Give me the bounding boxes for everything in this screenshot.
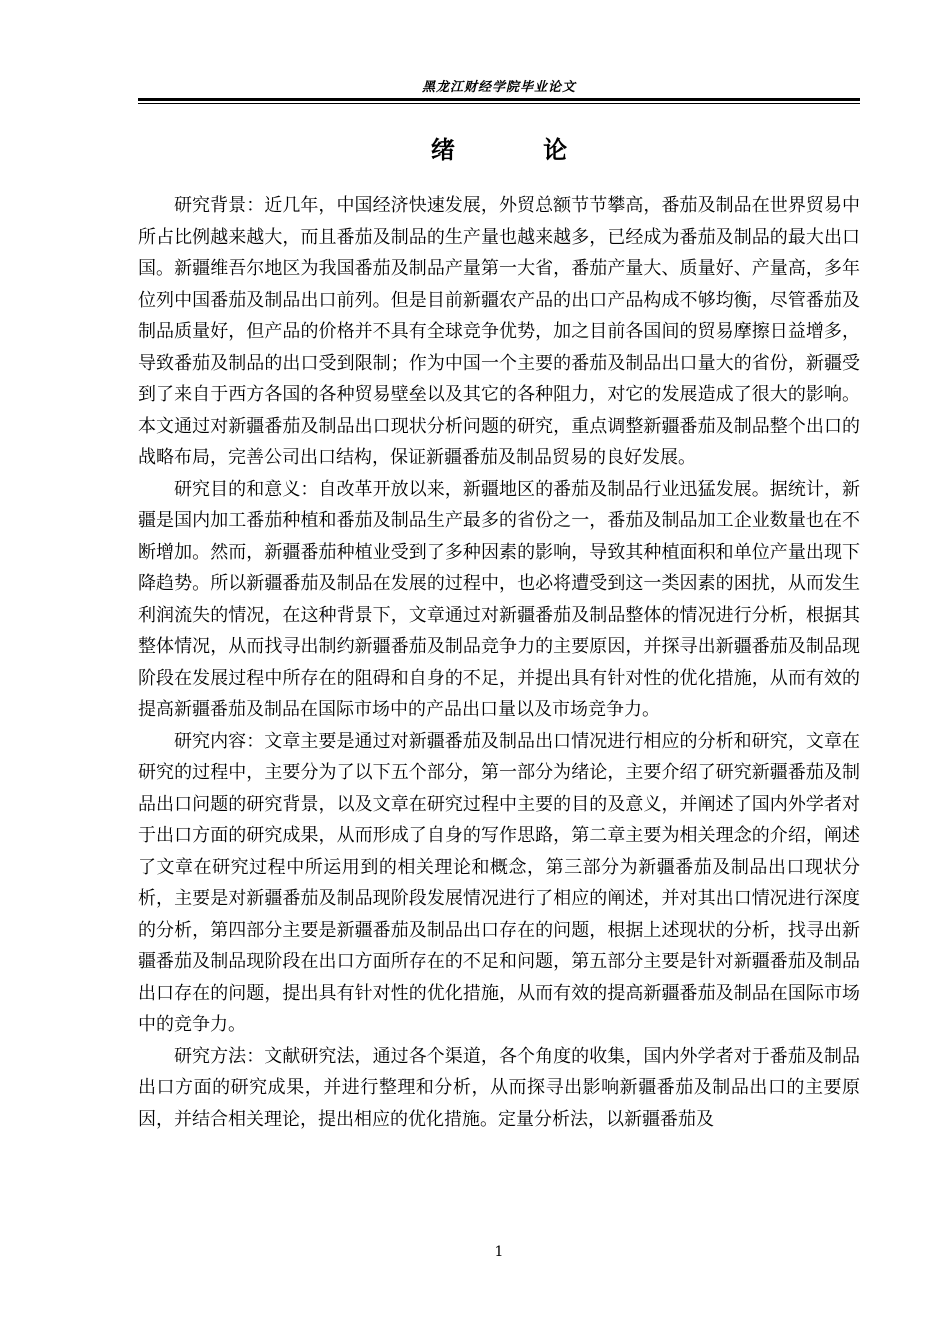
chapter-title: 绪 论 — [430, 136, 608, 164]
header-rule-thick — [138, 98, 860, 101]
paragraph-background: 研究背景：近几年，中国经济快速发展，外贸总额节节攀高，番茄及制品在世界贸易中所占比例越来越大，而且番茄及制品的生产量也越来越多，已经成为番茄及制品的最大出口国。新疆维吾尔地区为我国番茄及制品产量第一大省，番茄产量大、质量好、产量高，多年位列中国番茄及制品出口前列。但是目前新疆农产品的出口产品构成不够均衡，尽管番茄及制品质量好，但产品的价格并不具有全球竞争优势，加之目前各国间的贸易摩擦日益增多，导致番茄及制品的出口受到限制；作为中国一个主要的番茄及制品出口量大的省份，新疆受到了来自于西方各国的各种贸易壁垒以及其它的各种阻力，对它的发展造成了很大的影响。本文通过对新疆番茄及制品出口现状分析问题的研究，重点调整新疆番茄及制品整个出口的战略布局，完善公司出口结构，保证新疆番茄及制品贸易的良好发展。 — [138, 195, 860, 468]
paragraph-content: 研究内容：文章主要是通过对新疆番茄及制品出口情况进行相应的分析和研究，文章在研究的过程中，主要分为了以下五个部分，第一部分为绪论，主要介绍了研究新疆番茄及制品出口问题的研究背景，以及文章在研究过程中主要的目的及意义，并阐述了国内外学者对于出口方面的研究成果，从而形成了自身的写作思路，第二章主要为相关理念的介绍，阐述了文章在研究过程中所运用到的相关理论和概念，第三部分为新疆番茄及制品出口现状分析，主要是对新疆番茄及制品现阶段发展情况进行了相应的阐述，并对其出口情况进行深度的分析，第四部分主要是新疆番茄及制品出口存在的问题，根据上述现状的分析，找寻出新疆番茄及制品现阶段在出口方面所存在的不足和问题，第五部分主要是针对新疆番茄及制品出口存在的问题，提出具有针对性的优化措施，从而有效的提高新疆番茄及制品在国际市场中的竞争力。 — [138, 730, 860, 1035]
running-header: 黑龙江财经学院毕业论文 — [421, 80, 576, 95]
header-rule-thin — [138, 103, 860, 104]
page-number: 1 — [494, 1244, 504, 1260]
paragraph-methods: 研究方法：文献研究法，通过各个渠道，各个角度的收集，国内外学者对于番茄及制品出口方面的研究成果，并进行整理和分析，从而探寻出影响新疆番茄及制品出口的主要原因，并结合相关理论，提出相应的优化措施。定量分析法，以新疆番茄及 — [138, 1045, 860, 1130]
paragraph-purpose: 研究目的和意义：自改革开放以来，新疆地区的番茄及制品行业迅猛发展。据统计，新疆是国内加工番茄种植和番茄及制品生产最多的省份之一，番茄及制品加工企业数量也在不断增加。然而，新疆番茄种植业受到了多种因素的影响，导致其种植面积和单位产量出现下降趋势。所以新疆番茄及制品在发展的过程中，也必将遭受到这一类因素的困扰，从而发生利润流失的情况，在这种背景下，文章通过对新疆番茄及制品整体的情况进行分析，根据其整体情况，从而找寻出制约新疆番茄及制品竞争力的主要原因，并探寻出新疆番茄及制品现阶段在发展过程中所存在的阻碍和自身的不足，并提出具有针对性的优化措施，从而有效的提高新疆番茄及制品在国际市场中的产品出口量以及市场竞争力。 — [138, 478, 860, 720]
body-text — [138, 190, 860, 1135]
